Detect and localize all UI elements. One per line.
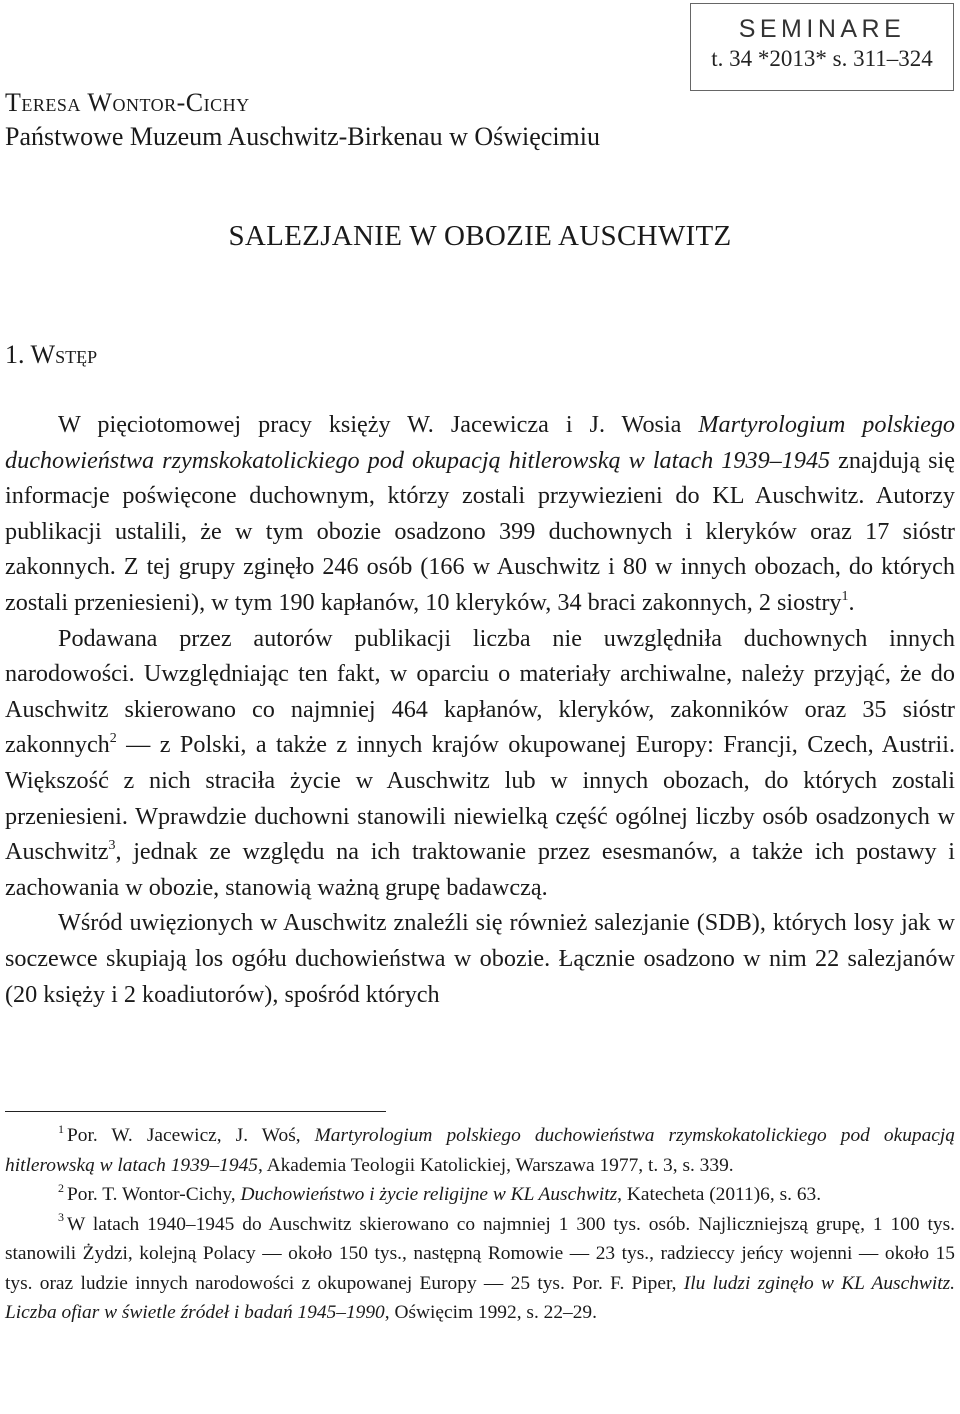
book-title: Martyrologium polskiego duchowieństwa rzymskokatolickiego pod okupacją hitlerowską w latach 1939–1945 bbox=[5, 411, 956, 474]
footnote-number: 3 bbox=[58, 1210, 64, 1225]
footnote-ref-1[interactable]: 1 bbox=[841, 588, 849, 604]
footnote-separator bbox=[5, 1111, 386, 1112]
text-run: . bbox=[848, 588, 855, 616]
body-text bbox=[5, 407, 955, 1012]
text-run: Por. W. Jacewicz, J. Woś, bbox=[67, 1125, 315, 1146]
paragraph-1 bbox=[5, 407, 955, 621]
footnote-ref-2[interactable]: 2 bbox=[109, 731, 117, 747]
footnotes bbox=[5, 1121, 955, 1328]
paragraph-3: Wśród uwięzionych w Auschwitz znaleźli się również salezjanie (SDB), których losy jak w soczewce skupiają los ogółu duchowieństwa w obozie. Łącznie osadzono w nim 22 salezjanów (20 księży i 2 koadiutorów), spośród których bbox=[5, 909, 955, 1008]
footnote-number: 2 bbox=[58, 1180, 64, 1195]
author-name: Teresa Wontor-Cichy bbox=[5, 88, 250, 117]
cited-title: Duchowieństwo i życie religijne w KL Auschwitz bbox=[240, 1184, 618, 1205]
text-run: Por. T. Wontor-Cichy, bbox=[67, 1184, 241, 1205]
journal-name: SEMINARE bbox=[738, 15, 906, 43]
cited-title: Ilu ludzi zginęło w KL Auschwitz. Liczba ofiar w świetle źródeł i badań 1945–1990 bbox=[5, 1272, 955, 1323]
footnote-2 bbox=[5, 1180, 955, 1210]
text-run: , Katecheta (2011)6, s. 63. bbox=[617, 1184, 822, 1205]
text-run: , Akademia Teologii Katolickiej, Warszawa 1977, t. 3, s. 339. bbox=[257, 1154, 734, 1176]
footnote-3 bbox=[5, 1210, 955, 1328]
section-title: Wstęp bbox=[30, 340, 98, 369]
article-title: SALEZJANIE W OBOZIE AUSCHWITZ bbox=[228, 220, 732, 252]
text-run: znajdują się informacje poświęcone duchownym, którzy zostali przywiezieni do KL Auschwitz. Autorzy publikacji ustalili, że w tym obozie osadzono 399 duchownych i kleryków oraz 17 sióstr zakonnych. Z tej grupy zginęło 246 osób (166 w Auschwitz i 80 w innych obozach, do których zostali przeniesieni), w tym 190 kapłanów, 10 kleryków, 34 braci zakonnych, 2 siostry bbox=[5, 446, 956, 616]
text-run: , Oświęcim 1992, s. 22–29. bbox=[384, 1302, 597, 1323]
text-run: — z Polski, a także z innych krajów okupowanej Europy: Francji, Czech, Austrii. Większość z nich straciła życie w Auschwitz lub w innych obozach, do których zostali przeniesieni. Wprawdzie duchowni stanowili niewielką część ogólnej liczby osób osadzonych w Auschwitz bbox=[5, 731, 955, 866]
text-run: Podawana przez autorów publikacji liczba nie uwzględniła duchownych innych narodowości. Uwzględniając ten fakt, w oparciu o materiały archiwalne, należy przyjąć, że do Auschwitz skierowano co najmniej 464 kapłanów, kleryków, zakonników oraz 35 sióstr zakonnych bbox=[5, 624, 955, 759]
volume-reference: t. 34 *2013* s. 311–324 bbox=[711, 46, 933, 71]
footnote-number: 1 bbox=[58, 1121, 64, 1136]
footnote-1 bbox=[5, 1121, 955, 1180]
text-run: W latach 1940–1945 do Auschwitz skierowano co najmniej 1 300 tys. osób. Najliczniejszą grupę, 1 100 tys. stanowili Żydzi, kolejną Polacy — około 150 tys., następną Romowie — 23 tys., radzieccy jeńcy wojenni — około 15 tys. oraz ludzie innych narodowości z okupowanej Europy — 25 tys. Por. F. Piper, bbox=[5, 1213, 955, 1294]
author-affiliation: Państwowe Muzeum Auschwitz-Birkenau w Oświęcimiu bbox=[5, 122, 601, 151]
cited-title: Martyrologium polskiego duchowieństwa rzymskokatolickiego pod okupacją hitlerowską w latach 1939–1945 bbox=[5, 1125, 956, 1176]
footnote-ref-3[interactable]: 3 bbox=[108, 838, 116, 854]
author-block bbox=[5, 86, 600, 154]
text-run: W pięciotomowej pracy księży W. Jacewicza i J. Wosia bbox=[58, 411, 699, 438]
journal-header-box bbox=[690, 3, 954, 91]
paragraph-2 bbox=[5, 621, 955, 906]
text-run: , jednak ze względu na ich traktowanie przez esesmanów, a także ich postawy i zachowania w obozie, stanowią ważną grupę badawczą. bbox=[5, 838, 955, 901]
section-number: 1. bbox=[5, 340, 25, 369]
section-heading bbox=[5, 340, 97, 370]
